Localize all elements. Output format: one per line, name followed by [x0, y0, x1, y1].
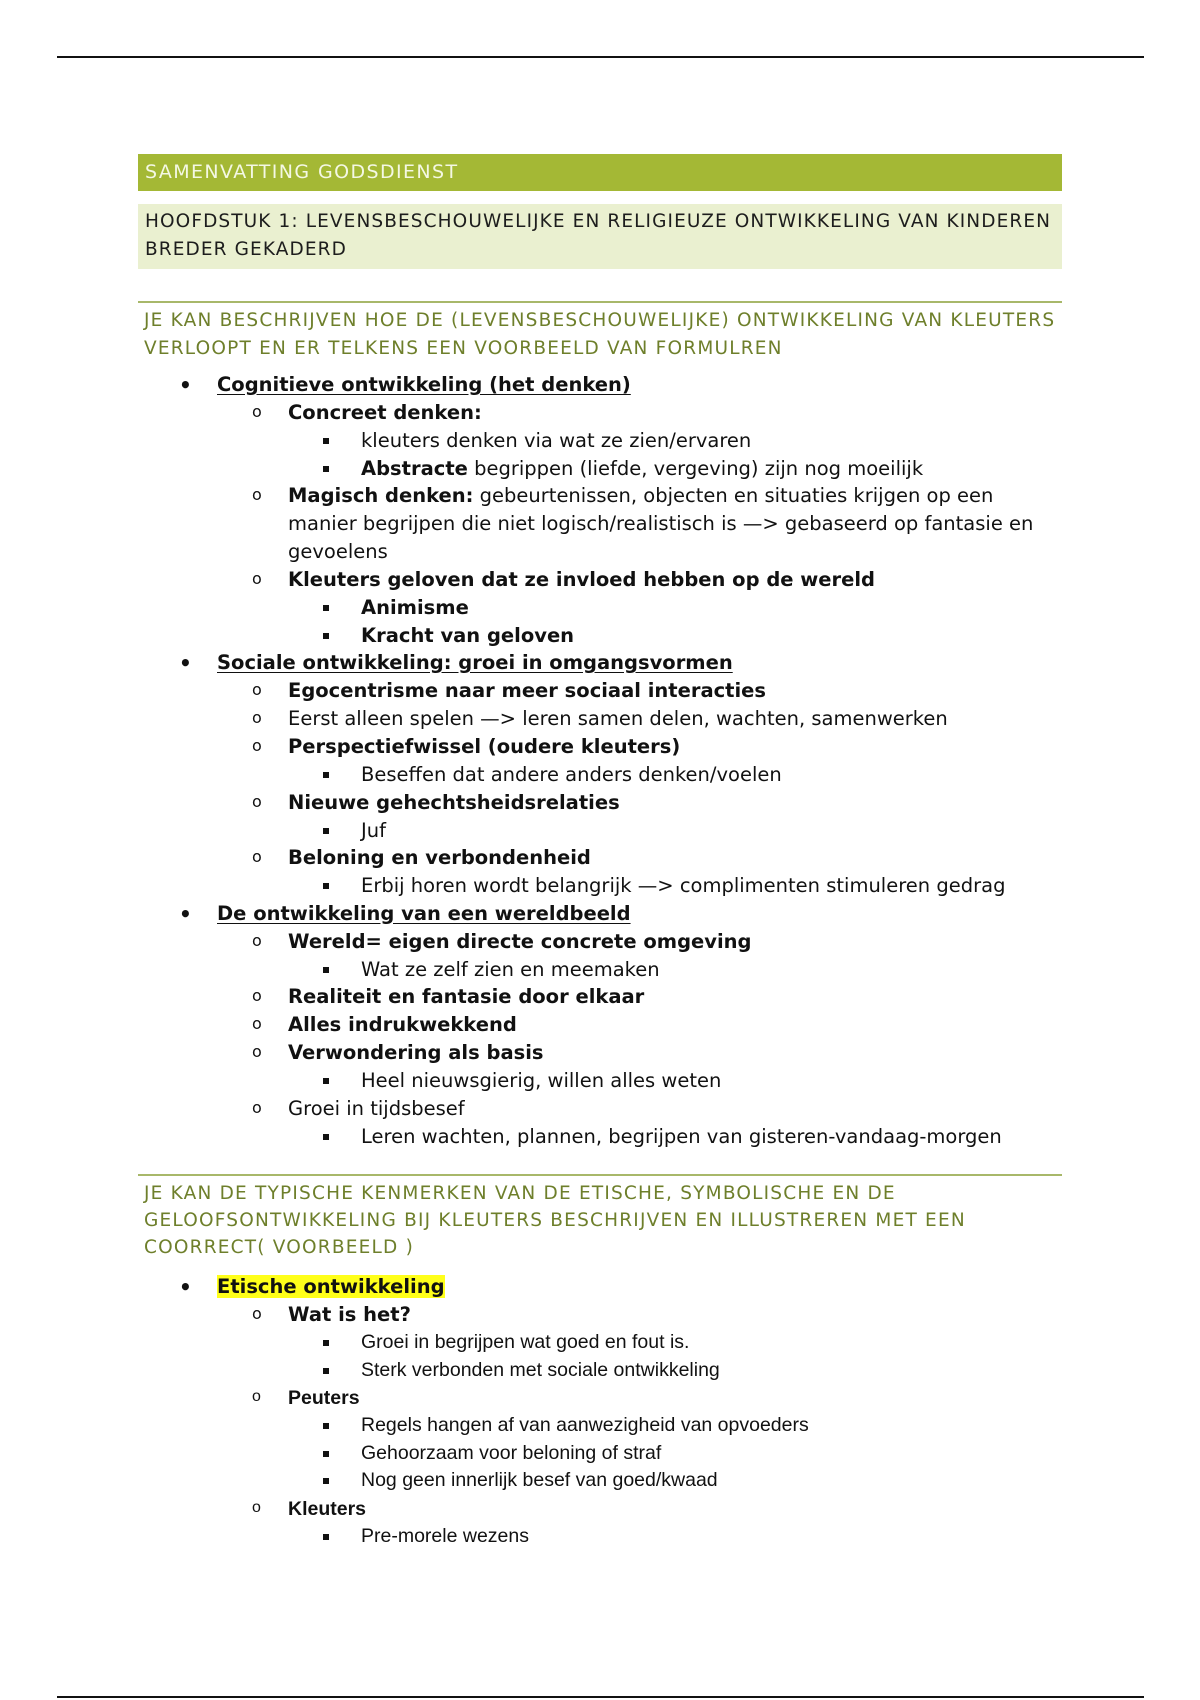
square-bullet-icon	[323, 967, 329, 973]
square-bullet-icon	[323, 1451, 329, 1457]
square-bullet-icon	[323, 1423, 329, 1429]
item-text: Heel nieuwsgierig, willen alles weten	[361, 1069, 722, 1092]
square-bullet-icon	[323, 828, 329, 834]
document-title: SAMENVATTING GODSDIENST	[138, 154, 1062, 191]
item-text: Groei in begrijpen wat goed en fout is.	[361, 1331, 690, 1353]
square-bullet-icon	[323, 1078, 329, 1084]
circle-bullet-icon: o	[252, 1014, 262, 1033]
item-label: Wereld= eigen directe concrete omgeving	[288, 929, 752, 953]
list-item	[138, 1301, 1062, 1384]
square-bullet-icon	[323, 633, 329, 639]
item-text: Regels hangen af van aanwezigheid van opvoeders	[361, 1414, 809, 1436]
list-item	[138, 789, 1062, 845]
item-label: Perspectiefwissel (oudere kleuters)	[288, 735, 681, 758]
list-item	[138, 705, 1062, 733]
list-item	[138, 1357, 1062, 1385]
circle-bullet-icon: o	[252, 485, 262, 504]
list-item	[138, 566, 1062, 649]
list-item	[138, 1095, 1062, 1151]
square-bullet-icon	[323, 1340, 329, 1346]
item-label: Alles indrukwekkend	[288, 1013, 517, 1036]
circle-bullet-icon: o	[252, 569, 262, 588]
square-bullet-icon	[323, 438, 329, 444]
item-text: kleuters denken via wat ze zien/ervaren	[361, 429, 752, 452]
list-item	[138, 594, 1062, 622]
item-text: Gehoorzaam voor beloning of straf	[361, 1441, 662, 1464]
circle-bullet-icon: o	[252, 736, 262, 755]
item-text: Leren wachten, plannen, begrijpen van gisteren-vandaag-morgen	[361, 1124, 1002, 1148]
list-item-social	[138, 649, 1062, 900]
list-item	[138, 733, 1062, 789]
circle-bullet-icon: o	[252, 1042, 262, 1061]
item-label: Kracht van geloven	[361, 623, 575, 647]
item-text: begrippen (liefde, vergeving) zijn nog moeilijk	[467, 456, 924, 480]
circle-bullet-icon: o	[252, 930, 262, 950]
list-item-ethics	[138, 1273, 1062, 1550]
circle-bullet-icon: o	[252, 1097, 262, 1117]
circle-bullet-icon: o	[252, 708, 262, 727]
list-item	[138, 677, 1062, 705]
list-item	[138, 427, 1062, 455]
item-text: Nog geen innerlijk besef van goed/kwaad	[361, 1469, 718, 1491]
list-item	[138, 983, 1062, 1011]
item-text: Eerst alleen spelen —> leren samen delen, wachten, samenwerken	[288, 707, 948, 730]
square-bullet-icon	[323, 1478, 329, 1484]
list-item-worldview	[138, 900, 1062, 1151]
list-item	[138, 928, 1062, 984]
bullet-icon: •	[179, 373, 192, 397]
list-item	[138, 1067, 1062, 1095]
square-bullet-icon	[323, 605, 329, 611]
item-label: Egocentrisme naar meer sociaal interacties	[288, 679, 767, 702]
item-label: Magisch denken:	[288, 484, 474, 507]
item-label: Beloning en verbondenheid	[288, 846, 591, 869]
item-label: Abstracte	[361, 456, 468, 480]
item-label: Peuters	[288, 1387, 360, 1409]
item-label: Cognitieve ontwikkeling (het denken)	[217, 373, 631, 396]
list-item	[138, 872, 1062, 900]
list-item	[138, 817, 1062, 845]
item-label: Concreet denken:	[288, 401, 482, 424]
circle-bullet-icon: o	[252, 1304, 262, 1323]
circle-bullet-icon: o	[252, 680, 262, 699]
item-text: Sterk verbonden met sociale ontwikkeling	[361, 1358, 720, 1381]
item-text: Groei in tijdsbesef	[288, 1096, 465, 1120]
square-bullet-icon	[323, 1368, 329, 1374]
list-item	[138, 844, 1062, 900]
section-heading-1: JE KAN BESCHRIJVEN HOE DE (LEVENSBESCHOUWELIJKE) ONTWIKKELING VAN KLEUTERS VERLOOPT EN ER TELKENS EEN VOORBEELD VAN FORMULREN	[138, 301, 1062, 363]
item-text: Erbij horen wordt belangrijk —> complimenten stimuleren gedrag	[361, 874, 1006, 897]
list-item	[138, 1467, 1062, 1495]
top-rule	[57, 56, 1144, 58]
item-label: Realiteit en fantasie door elkaar	[288, 985, 645, 1008]
list-item	[138, 1039, 1062, 1095]
list-item	[138, 1011, 1062, 1039]
list-item	[138, 482, 1062, 566]
item-text: gebeurtenissen, objecten en situaties krijgen op een manier begrijpen die niet logisch/realistisch is —> gebaseerd op fantasie en gevoelens	[288, 484, 1034, 563]
item-label: Kleuters	[288, 1497, 367, 1520]
list-item	[138, 399, 1062, 482]
item-text: Beseffen dat andere anders denken/voelen	[361, 763, 782, 786]
item-label: Sociale ontwikkeling: groei in omgangsvormen	[217, 651, 733, 674]
circle-bullet-icon: o	[252, 791, 262, 811]
list-item	[138, 1440, 1062, 1468]
circle-bullet-icon: o	[252, 1388, 261, 1405]
item-label: Kleuters geloven dat ze invloed hebben op de wereld	[288, 568, 876, 591]
section-2-list	[138, 1273, 1062, 1550]
square-bullet-icon	[323, 883, 329, 889]
list-item	[138, 1329, 1062, 1357]
bullet-icon: •	[179, 901, 192, 926]
list-item	[138, 1523, 1062, 1551]
section-1-list	[138, 371, 1062, 1150]
square-bullet-icon	[323, 772, 329, 778]
bullet-icon: •	[179, 1275, 192, 1299]
list-item	[138, 622, 1062, 650]
bullet-icon: •	[179, 651, 192, 675]
list-item	[138, 455, 1062, 483]
square-bullet-icon	[323, 1134, 329, 1140]
bottom-rule	[57, 1696, 1144, 1698]
item-text: Wat ze zelf zien en meemaken	[361, 957, 660, 981]
item-text: Pre-morele wezens	[361, 1524, 529, 1547]
circle-bullet-icon: o	[252, 847, 262, 866]
list-item	[138, 1384, 1062, 1495]
circle-bullet-icon: o	[252, 986, 262, 1005]
circle-bullet-icon: o	[252, 1498, 261, 1516]
chapter-heading: HOOFDSTUK 1: LEVENSBESCHOUWELIJKE EN RELIGIEUZE ONTWIKKELING VAN KINDEREN BREDER GEKADERD	[138, 204, 1062, 269]
list-item	[138, 1123, 1062, 1151]
list-item	[138, 761, 1062, 789]
list-item	[138, 956, 1062, 984]
item-text: Juf	[361, 818, 386, 842]
list-item	[138, 1412, 1062, 1440]
item-label: Nieuwe gehechtsheidsrelaties	[288, 790, 620, 814]
document-body	[138, 154, 1062, 1550]
item-label: Wat is het?	[288, 1303, 411, 1326]
highlighted-item-label: Etische ontwikkeling	[217, 1275, 445, 1298]
item-label: Verwondering als basis	[288, 1041, 544, 1064]
circle-bullet-icon: o	[252, 402, 262, 421]
square-bullet-icon	[323, 466, 329, 472]
list-item-cognitive	[138, 371, 1062, 649]
item-label: Animisme	[361, 596, 469, 619]
item-label: De ontwikkeling van een wereldbeeld	[217, 901, 631, 925]
section-heading-2: JE KAN DE TYPISCHE KENMERKEN VAN DE ETISCHE, SYMBOLISCHE EN DE GELOOFSONTWIKKELING BIJ KLEUTERS BESCHRIJVEN EN ILLUSTREREN MET EEN COORRECT( VOORBEELD )	[138, 1174, 1062, 1261]
list-item	[138, 1495, 1062, 1551]
square-bullet-icon	[323, 1534, 329, 1540]
